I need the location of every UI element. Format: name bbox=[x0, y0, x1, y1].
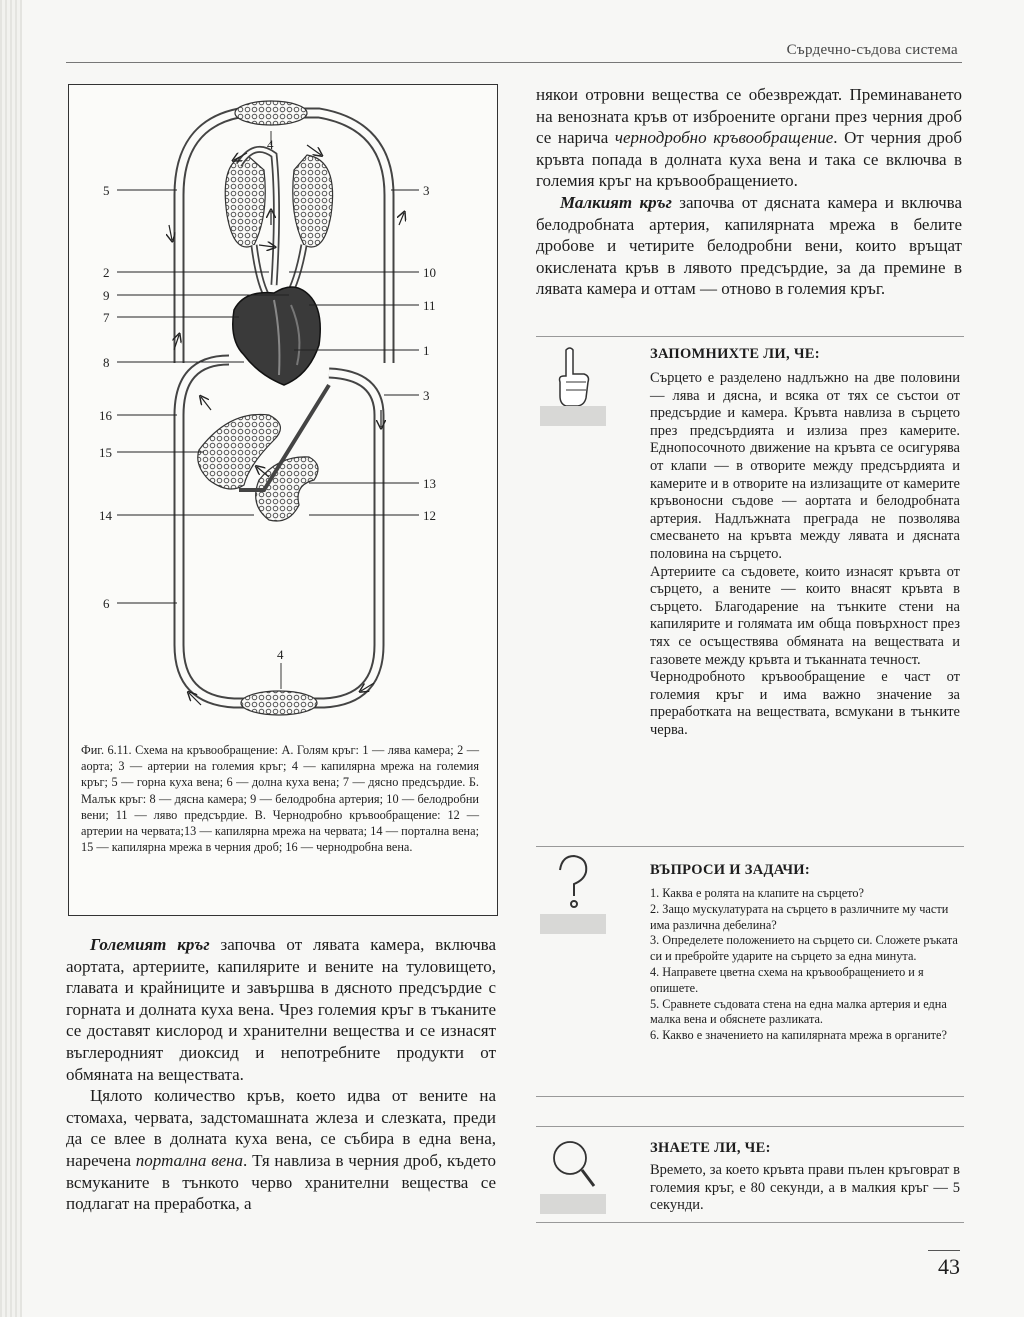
label-13: 13 bbox=[423, 476, 436, 491]
label-10: 10 bbox=[423, 265, 436, 280]
questions-box-top-rule bbox=[536, 846, 964, 847]
paragraph-liver-circulation: някои отровни вещества се обезвреждат. Преминаването на венозната кръв от изброените органи през черния дроб се нарича чернодробно кръвообращение. От черния дроб кръвта попада в долната куха вена и така се включва в големия кръг на кръвообращението. bbox=[536, 85, 962, 191]
scan-gutter bbox=[0, 0, 22, 1317]
know-box-body: Времето, за което кръвта прави пълен кръговрат в големия кръг, е 80 секунди, а в малкия кръг — 5 секунди. bbox=[650, 1162, 960, 1214]
question-item: 6. Какво е значението на капилярната мрежа в органите? bbox=[650, 1028, 947, 1043]
questions-list bbox=[650, 886, 960, 1044]
question-item: 2. Защо мускулатурата на сърцето в различните му части има различна дебелина? bbox=[650, 901, 949, 932]
label-16: 16 bbox=[99, 408, 112, 423]
paragraph-portal-vein: Цялото количество кръв, което идва от вените на стомаха, червата, задстомашната жлеза и слезката, преди да се влее в долната куха вена, се събира в една вена, наречена портална вена. Тя навлиза в черния дроб, където всмуканите в тънкото черво хранителни вещества се подлагат на преработка, а bbox=[66, 1086, 496, 1214]
label-3-lower: 3 bbox=[423, 388, 430, 403]
circulation-diagram bbox=[69, 85, 497, 735]
label-3-upper: 3 bbox=[423, 183, 430, 198]
label-2: 2 bbox=[103, 265, 110, 280]
left-column-text bbox=[66, 934, 496, 1215]
question-item: 5. Сравнете съдовата стена на една малка артерия и една малка вена и обяснете разликата. bbox=[650, 996, 947, 1027]
remember-box-body: Сърцето е разделено надлъжно на две половини — лява и дясна, и всяка от тях се състои от предсърдие и камера. Кръвта навлиза в сърцето през предсърдията и излиза през камерите. Еднопосочното движение на кръвта се осигурява от клапи — в отворите между предсърдията и камерите и в отворите на излизащите от камерите кръвоносни съдове — аортата и белодробната артерия. Надлъжната преграда не позволява смесването на кръвта между лявата и дясната половина на сърцето. Артериите са съдовете, които изнасят кръвта от сърцето, а вените — които внасят кръвта в сърцето. Благодарение на тънките стени на капилярите и голямата им обща повърхност през тях се осъществява обмяната на веществата и газовете между кръвта и тъканната течност. Чернодробното кръвообращение е част от големия кръг и има важно значение за преработката на веществата, всмукани в тънките черва. bbox=[650, 370, 960, 738]
label-4-bottom: 4 bbox=[277, 647, 284, 662]
running-head: Сърдечно-съдова система bbox=[786, 42, 958, 58]
know-box-title: ЗНАЕТЕ ЛИ, ЧЕ: bbox=[650, 1140, 771, 1156]
figure-circulation bbox=[68, 84, 498, 916]
know-box-top-rule bbox=[536, 1126, 964, 1127]
capillary-net-top bbox=[235, 101, 307, 125]
figure-caption: Фиг. 6.11. Схема на кръвообращение: А. Голям кръг: 1 — лява камера; 2 — аорта; 3 — артерии на големия кръг; 4 — капилярна мрежа на големия кръг; 5 — горна куха вена; 6 — долна куха вена; 7 — дясно предсърдие. Б. Малък кръг: 8 — дясна камера; 9 — белодробна артерия; 10 — белодробни вени; 11 — ляво предсърдие. В. Чернодробно кръвообращение: 12 — артерии на червата;13 — капилярна мрежа на червата; 14 — портална вена; 15 — капилярна мрежа в черния дроб; 16 — чернодробна вена. bbox=[81, 743, 479, 855]
question-item: 4. Направете цветна схема на кръвообращението и я опишете. bbox=[650, 964, 924, 995]
term-liver-circulation: чернодробно кръвообращение bbox=[614, 128, 834, 148]
label-1: 1 bbox=[423, 343, 430, 358]
remember-box-title: ЗАПОМНИХТЕ ЛИ, ЧЕ: bbox=[650, 346, 820, 362]
label-15: 15 bbox=[99, 445, 112, 460]
label-14: 14 bbox=[99, 508, 112, 523]
label-9: 9 bbox=[103, 288, 110, 303]
lung-capillaries-right bbox=[293, 155, 333, 247]
label-5: 5 bbox=[103, 183, 110, 198]
header-rule bbox=[66, 62, 962, 63]
flow-arrows bbox=[169, 145, 404, 705]
right-column-text bbox=[536, 84, 962, 300]
term-portal-vein: портална вена bbox=[135, 1150, 244, 1170]
term-large-circle: Големият кръг bbox=[90, 935, 210, 954]
remember-box-top-rule bbox=[536, 336, 964, 337]
paragraph-small-circle: Малкият кръг започва от дясната камера и включва белодробната артерия, капилярната мрежа в белите дробове и четирите белодробни вени, които връщат окислената кръв в лявото предсърдие, за да премине в лявата камера и оттам — отново в големия кръг. bbox=[536, 192, 962, 299]
know-box-bottom-rule bbox=[536, 1222, 964, 1223]
question-item: 3. Определете положението на сърцето си. Сложете ръката си и пребройте ударите на сърцето за една минута. bbox=[650, 933, 958, 964]
capillary-net-bottom bbox=[241, 691, 317, 715]
pointing-hand-icon bbox=[540, 342, 606, 426]
question-mark-icon bbox=[540, 850, 606, 934]
questions-box-bottom-rule bbox=[536, 1096, 964, 1097]
magnifier-icon bbox=[540, 1130, 606, 1214]
question-item: 1. Каква е ролята на клапите на сърцето? bbox=[650, 886, 864, 900]
questions-box-title: ВЪПРОСИ И ЗАДАЧИ: bbox=[650, 862, 810, 878]
label-6: 6 bbox=[103, 596, 110, 611]
label-12: 12 bbox=[423, 508, 436, 523]
label-8: 8 bbox=[103, 355, 110, 370]
label-11: 11 bbox=[423, 298, 436, 313]
paragraph-large-circle: Големият кръг започва от лявата камера, включва аортата, артериите, капилярите и вените на туловището, главата и крайниците и завършва в дясното предсърдие с горната и долната куха вена. Чрез големия кръг в тъканите се доставят кислород и хранителни вещества и се изнасят въглеродният диоксид и непотребните продукти от обмяната на веществата. bbox=[66, 935, 496, 1084]
term-small-circle: Малкият кръг bbox=[560, 192, 672, 212]
page-number-rule bbox=[928, 1250, 960, 1251]
page-number: 43 bbox=[938, 1254, 960, 1279]
label-4-top: 4 bbox=[267, 137, 274, 152]
label-7: 7 bbox=[103, 310, 110, 325]
lung-capillaries-left bbox=[225, 155, 265, 247]
heart bbox=[233, 287, 321, 385]
